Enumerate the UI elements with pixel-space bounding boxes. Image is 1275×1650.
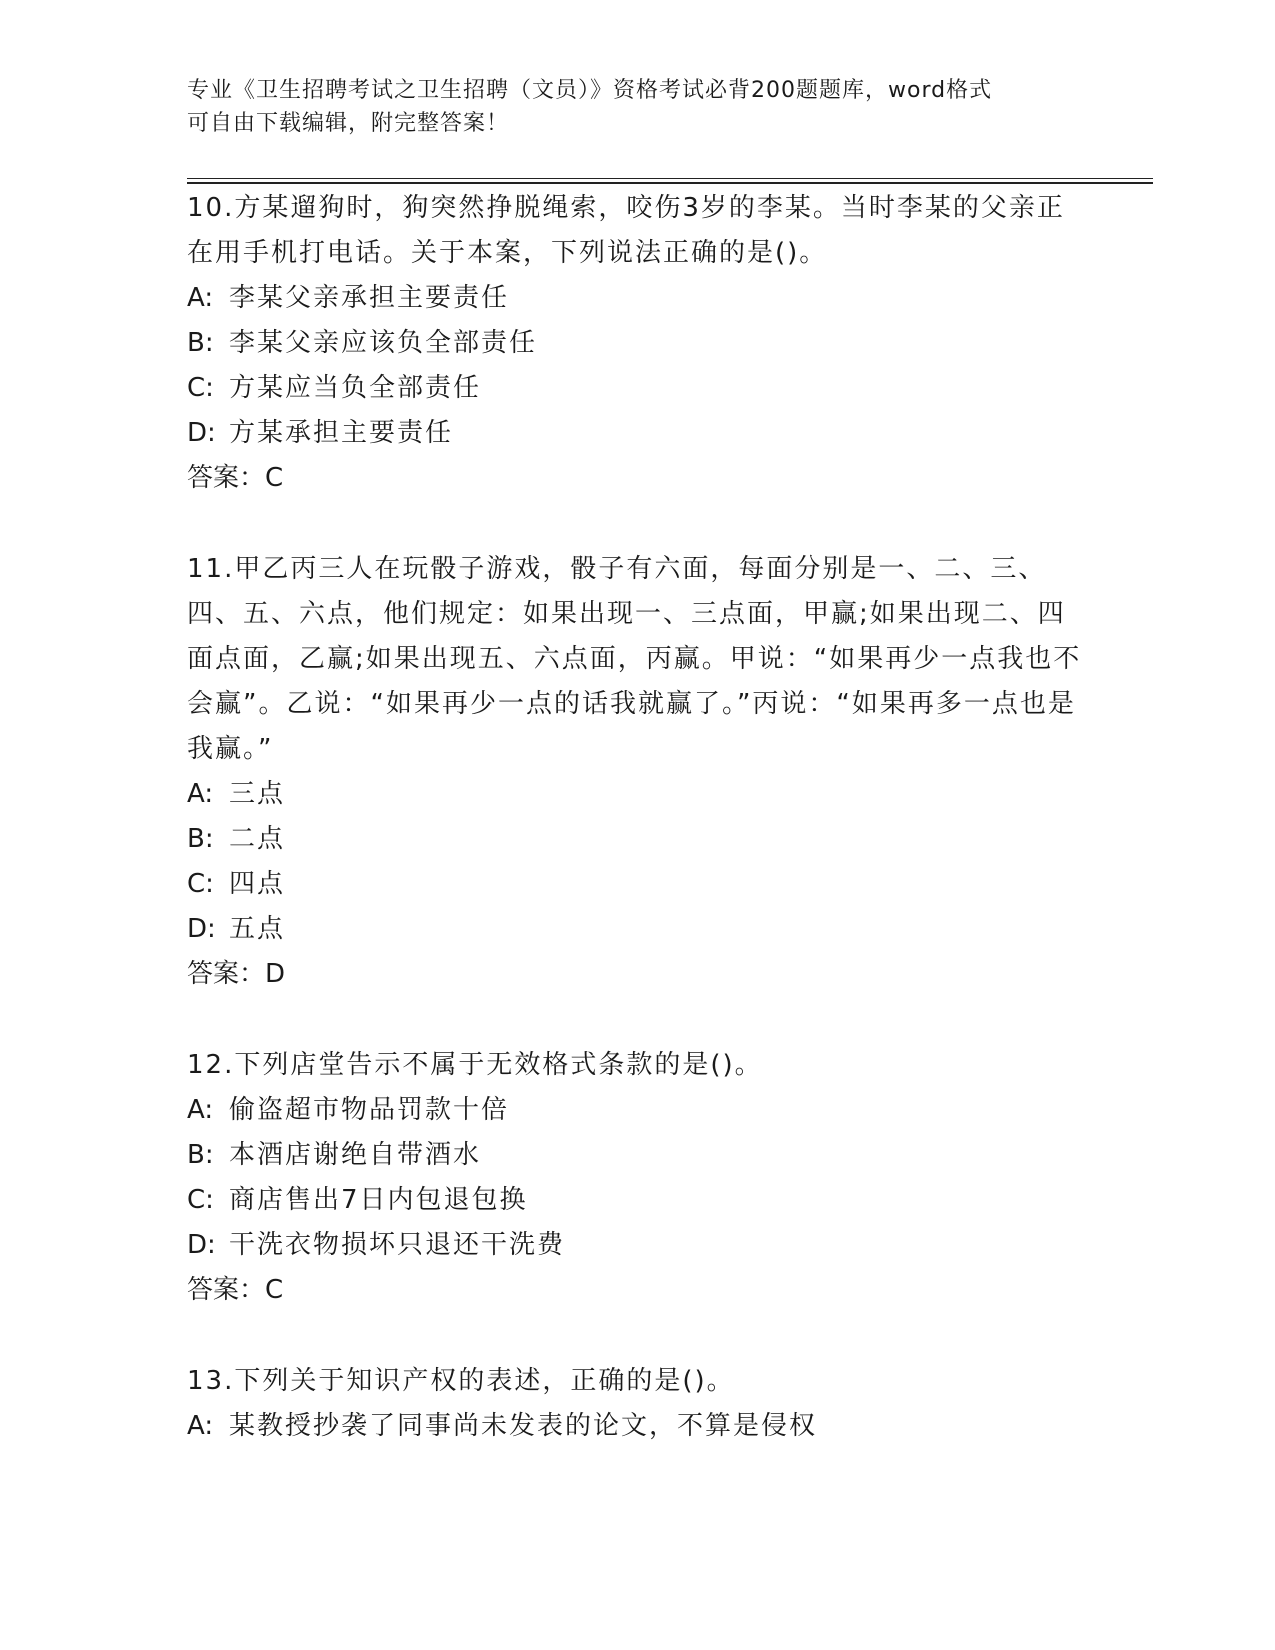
option-d [187, 1223, 1087, 1268]
option-letter: A: [187, 283, 214, 313]
header-divider-thick [187, 182, 1153, 184]
option-letter: A: [187, 779, 214, 809]
option-b [187, 817, 1087, 862]
option-letter: C: [187, 373, 214, 403]
option-d [187, 907, 1087, 952]
answer-value: C [265, 1275, 284, 1305]
option-text: 方某承担主要责任 [229, 418, 454, 448]
option-a [187, 276, 1087, 321]
option-text: 方某应当负全部责任 [229, 373, 482, 403]
question-spacer [187, 997, 1087, 1043]
option-letter: B: [187, 328, 214, 358]
option-b [187, 1133, 1087, 1178]
answer-line [187, 456, 1087, 501]
option-text: 偷盗超市物品罚款十倍 [229, 1095, 510, 1125]
option-letter: D: [187, 1230, 216, 1260]
option-letter: B: [187, 824, 214, 854]
answer-label: 答案： [187, 959, 266, 989]
answer-value: C [265, 463, 284, 493]
option-text: 商店售出7日内包退包换 [229, 1185, 528, 1215]
header-divider-thin [187, 178, 1153, 179]
option-letter: D: [187, 914, 216, 944]
option-a [187, 1088, 1087, 1133]
question-10 [187, 186, 1087, 501]
option-letter: A: [187, 1095, 214, 1125]
option-a [187, 1404, 1087, 1449]
option-text: 某教授抄袭了同事尚未发表的论文，不算是侵权 [229, 1411, 818, 1441]
option-letter: C: [187, 1185, 214, 1215]
answer-label: 答案： [187, 463, 266, 493]
question-list [187, 186, 1087, 1449]
option-letter: D: [187, 418, 216, 448]
option-text: 四点 [229, 869, 286, 899]
option-text: 三点 [229, 779, 286, 809]
question-text: 10.方某遛狗时，狗突然挣脱绳索，咬伤3岁的李某。当时李某的父亲正在用手机打电话。关于本案，下列说法正确的是()。 [187, 193, 1065, 268]
option-text: 本酒店谢绝自带酒水 [229, 1140, 482, 1170]
option-text: 二点 [229, 824, 286, 854]
question-text: 13.下列关于知识产权的表述，正确的是()。 [187, 1366, 735, 1396]
question-text: 12.下列店堂告示不属于无效格式条款的是()。 [187, 1050, 763, 1080]
question-13 [187, 1359, 1087, 1449]
option-letter: A: [187, 1411, 214, 1441]
question-text: 11.甲乙丙三人在玩骰子游戏，骰子有六面，每面分别是一、二、三、四、五、六点，他们规定：如果出现一、三点面，甲赢;如果出现二、四面点面，乙赢;如果出现五、六点面，丙赢。甲说：“如果再少一点我也不会赢”。乙说：“如果再少一点的话我就赢了。”丙说：“如果再多一点也是我赢。” [187, 554, 1082, 764]
question-spacer [187, 1313, 1087, 1359]
header-line-1: 专业《卫生招聘考试之卫生招聘（文员）》资格考试必背200题题库，word格式 [187, 78, 993, 103]
option-c [187, 862, 1087, 907]
option-letter: C: [187, 869, 214, 899]
question-spacer [187, 501, 1087, 547]
question-12 [187, 1043, 1087, 1313]
option-a [187, 772, 1087, 817]
option-b [187, 321, 1087, 366]
option-text: 干洗衣物损坏只退还干洗费 [229, 1230, 566, 1260]
answer-label: 答案： [187, 1275, 266, 1305]
document-header [187, 74, 1067, 140]
option-text: 李某父亲承担主要责任 [229, 283, 510, 313]
answer-line [187, 1268, 1087, 1313]
answer-value: D [265, 959, 286, 989]
option-d [187, 411, 1087, 456]
answer-line [187, 952, 1087, 997]
question-11 [187, 547, 1087, 997]
option-letter: B: [187, 1140, 214, 1170]
header-line-2: 可自由下载编辑，附完整答案！ [187, 111, 510, 136]
option-c [187, 366, 1087, 411]
option-c [187, 1178, 1087, 1223]
option-text: 五点 [229, 914, 286, 944]
option-text: 李某父亲应该负全部责任 [229, 328, 538, 358]
